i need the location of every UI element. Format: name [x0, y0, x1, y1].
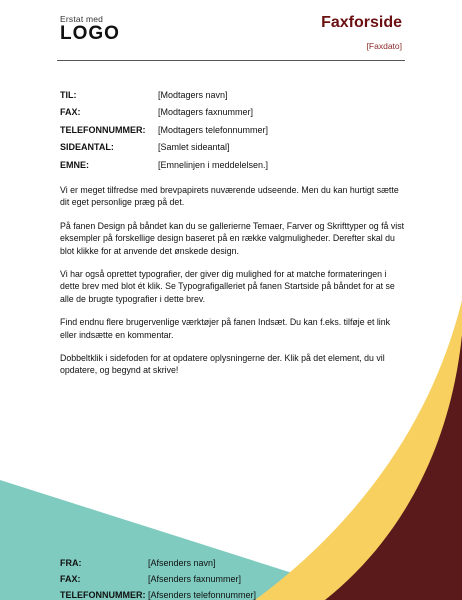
page-count-field[interactable]: [Samlet sideantal] [158, 142, 230, 153]
recipient-row-subject [60, 156, 268, 174]
recipient-row-pages [60, 139, 268, 157]
recipient-phone-field[interactable]: [Modtagers telefonnummer] [158, 124, 269, 135]
field-label: EMNE: [60, 159, 89, 170]
sender-row-fax [60, 571, 256, 587]
field-label: SIDEANTAL: [60, 142, 114, 153]
field-label: FAX: [60, 107, 81, 118]
field-label: FAX: [60, 574, 81, 584]
logo-caption: Erstat med [60, 14, 104, 24]
page-title: Faxforside [321, 14, 402, 31]
field-label: FRA: [60, 558, 82, 568]
field-label: TELEFONNUMMER: [60, 124, 146, 135]
fax-date-field[interactable]: [Faxdato] [366, 41, 402, 51]
header-divider [57, 60, 405, 61]
field-label: TELEFONNUMMER: [60, 590, 146, 600]
logo-placeholder[interactable] [60, 15, 120, 44]
recipient-row-to [60, 86, 268, 104]
sender-row-from [60, 555, 256, 571]
recipient-row-phone [60, 121, 268, 139]
sender-name-field[interactable]: [Afsenders navn] [148, 558, 216, 568]
message-body[interactable] [60, 184, 405, 388]
logo-text: LOGO [60, 23, 120, 44]
body-paragraph: Vi har også oprettet typografier, der giver dig mulighed for at matche formateringen i dette brev med blot ét klik. Se Typografigalleriet på fanen Startside på båndet for at se alle de brugte typografier i dette brev. [60, 269, 395, 304]
recipient-name-field[interactable]: [Modtagers navn] [158, 89, 228, 100]
subject-field[interactable]: [Emnelinjen i meddelelsen.] [158, 159, 269, 170]
field-label: TIL: [60, 89, 77, 100]
sender-fax-field[interactable]: [Afsenders faxnummer] [148, 574, 242, 584]
recipient-fields [60, 86, 268, 174]
body-paragraph: Dobbeltklik i sidefoden for at opdatere oplysningerne der. Klik på det element, du vil opdatere, og begynd at skrive! [60, 353, 385, 376]
body-paragraph: På fanen Design på båndet kan du se gallerierne Temaer, Farver og Skrifttyper og få vist eksempler på forskellige design baseret på en række valgmuligheder. Derefter skal du blot klikke for at anvende det ønskede design. [60, 220, 405, 256]
recipient-row-fax [60, 104, 268, 122]
recipient-fax-field[interactable]: [Modtagers faxnummer] [158, 107, 254, 118]
body-paragraph: Vi er meget tilfredse med brevpapirets nuværende udseende. Men du kan hurtigt sætte dit eget personlige præg på det. [60, 185, 399, 208]
sender-row-phone [60, 587, 256, 600]
sender-phone-field[interactable]: [Afsenders telefonnummer] [148, 590, 257, 600]
sender-fields [60, 555, 256, 600]
body-paragraph: Find endnu flere brugervenlige værktøjer på fanen Indsæt. Du kan f.eks. tilføje et link eller indsætte en kommentar. [60, 317, 391, 340]
